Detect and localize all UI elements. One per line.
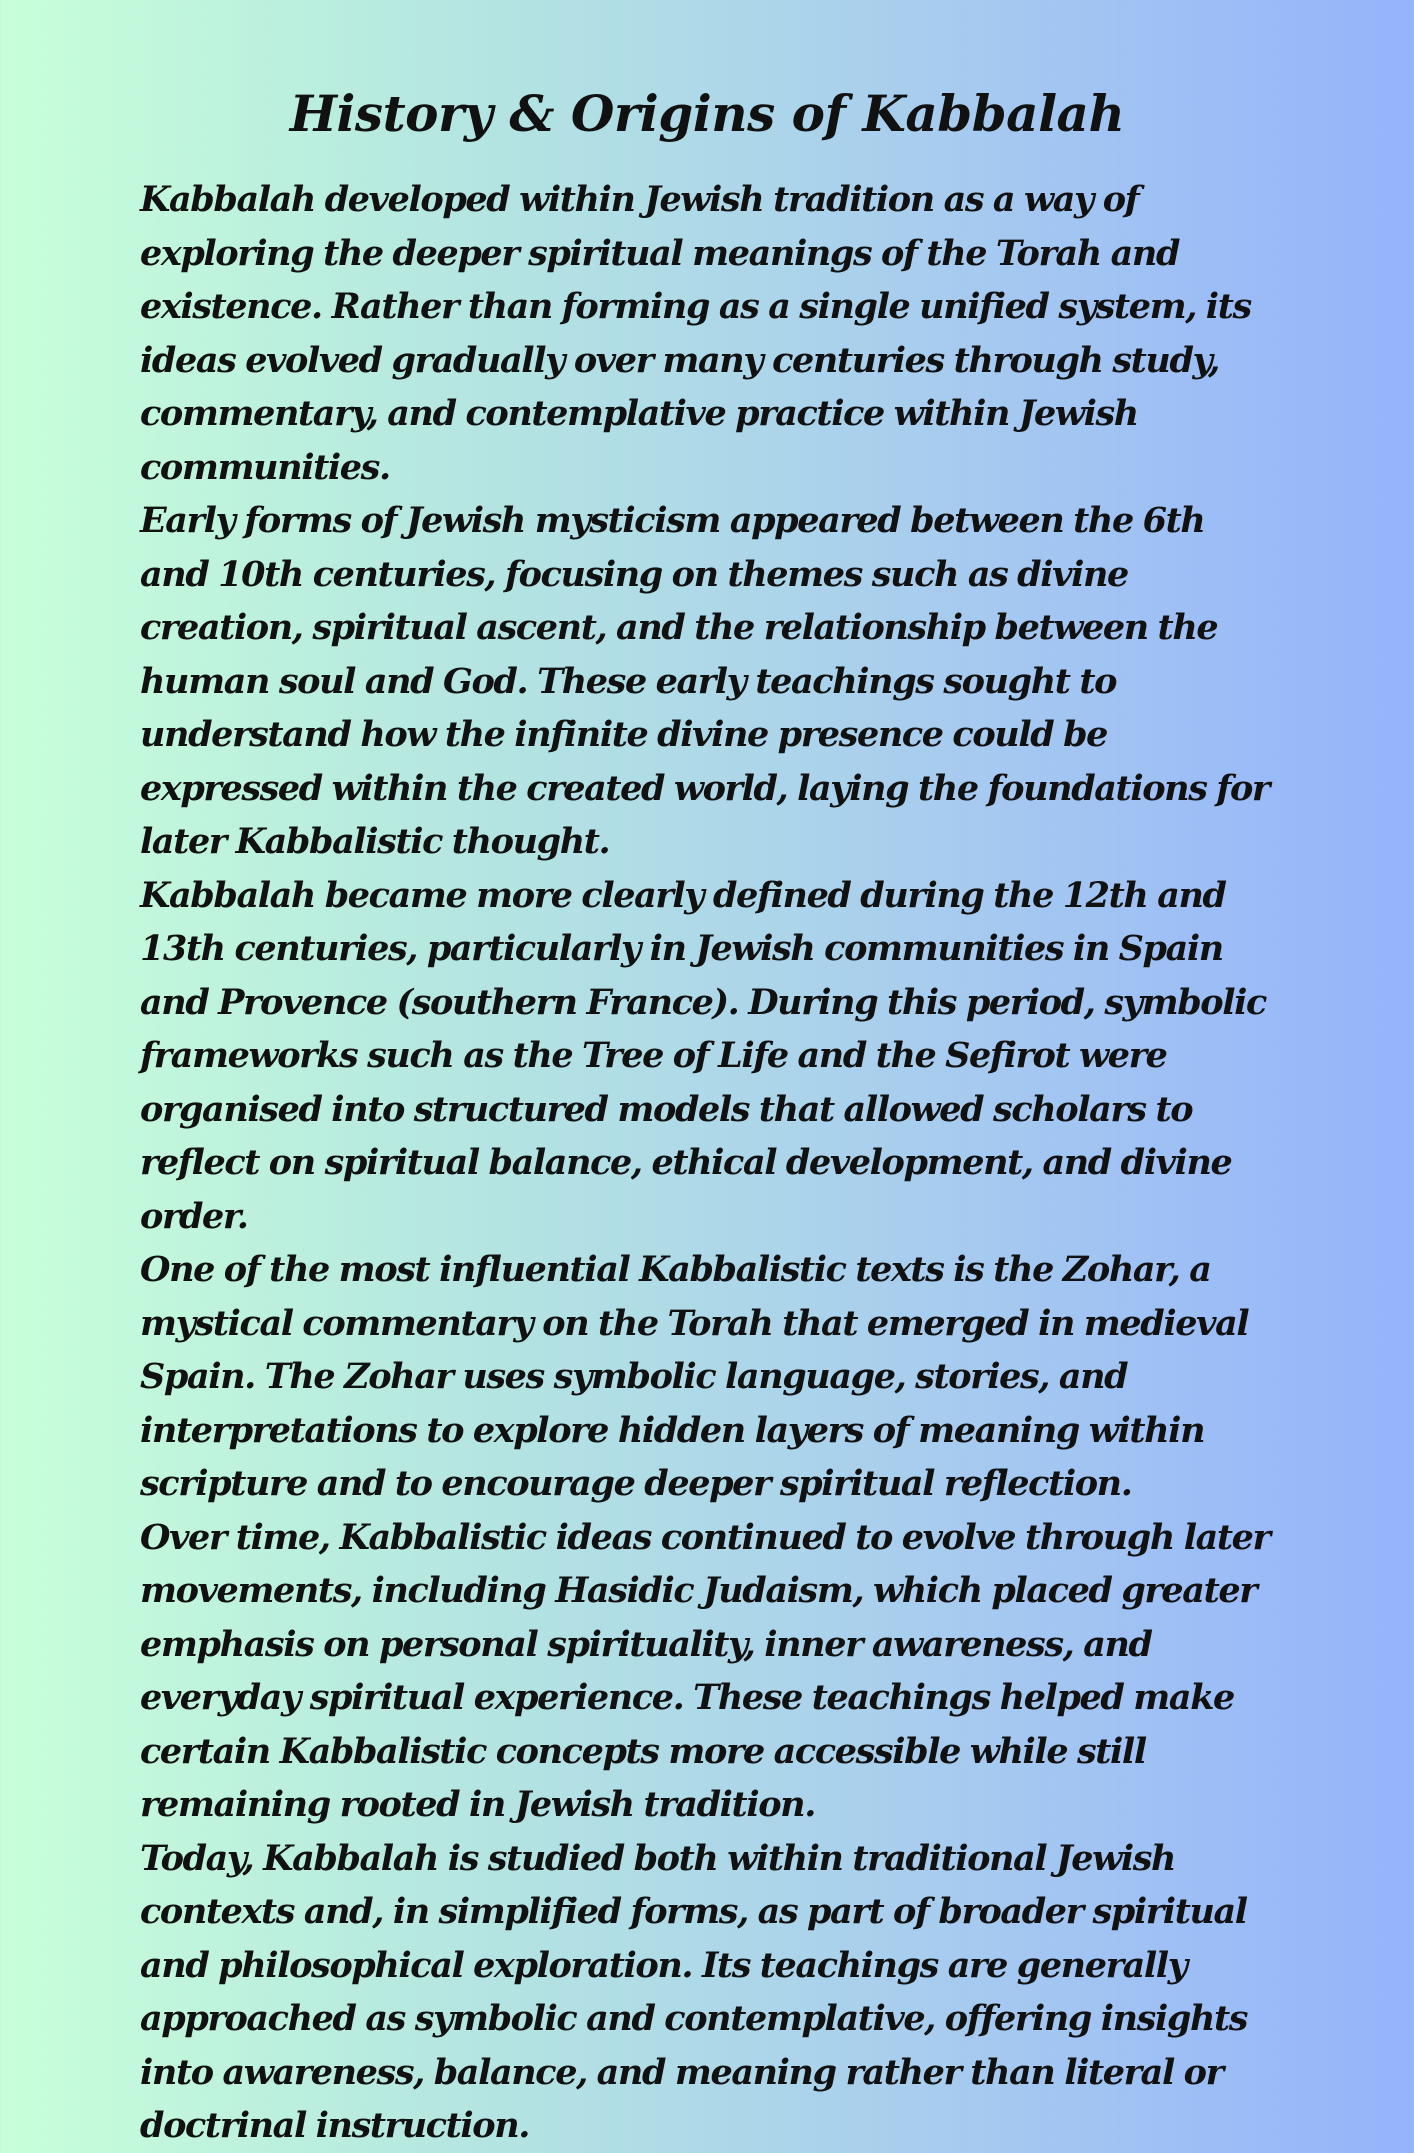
- paragraph-today: Today, Kabbalah is studied both within traditional Jewish contexts and, in simplified forms, as part of broader spiritual and philosophical exploration. Its teachings are generally approached as symbolic and contemplative, offering insights into awareness, balance, and meaning rather than literal or doctrinal instruction.: [140, 1837, 1248, 2146]
- paragraph-zohar: One of the most influential Kabbalistic texts is the Zohar, a mystical commentary on the Torah that emerged in medieval Spain. The Zohar uses symbolic language, stories, and interpretations to explore hidden layers of meaning within scripture and to encourage deeper spiritual reflection.: [140, 1249, 1249, 1504]
- article-body: [140, 173, 1280, 2153]
- paragraph-early-mysticism: Early forms of Jewish mysticism appeared between the 6th and 10th centuries, focusing on themes such as divine creation, spiritual ascent, and the relationship between the human soul and God. These early teachings sought to understand how the infinite divine presence could be expressed within the created world, laying the foundations for later Kabbalistic thought.: [140, 500, 1269, 862]
- paragraph-intro: Kabbalah developed within Jewish tradition as a way of exploring the deeper spiritual meanings of the Torah and existence. Rather than forming as a single unified system, its ideas evolved gradually over many centuries through study, commentary, and contemplative practice within Jewish communities.: [140, 179, 1251, 488]
- paragraph-medieval-definition: Kabbalah became more clearly defined during the 12th and 13th centuries, particularly in Jewish communities in Spain and Provence (southern France). During this period, symbolic frameworks such as the Tree of Life and the Sefirot were organised into structured models that allowed scholars to reflect on spiritual balance, ethical development, and divine order.: [140, 874, 1266, 1237]
- paragraph-hasidic: Over time, Kabbalistic ideas continued to evolve through later movements, including Hasidic Judaism, which placed greater emphasis on personal spirituality, inner awareness, and everyday spiritual experience. These teachings helped make certain Kabbalistic concepts more accessible while still remaining rooted in Jewish tradition.: [140, 1516, 1270, 1825]
- page-title: History & Origins of Kabbalah: [289, 84, 1125, 143]
